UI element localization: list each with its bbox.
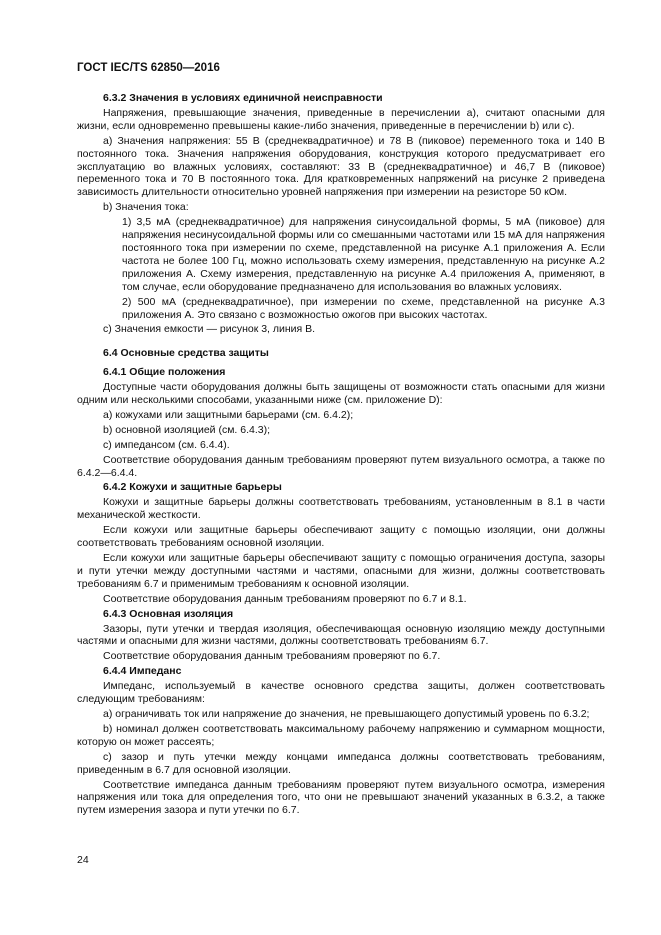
list-item: b) Значения тока: (103, 201, 189, 214)
heading-6-4-3: 6.4.3 Основная изоляция (103, 607, 234, 620)
paragraph: Соответствие оборудования данным требованиям проверяют путем визуального осмотра, а также по 6.4.2—6.4.4. (77, 453, 605, 479)
paragraph: Соответствие импеданса данным требованиям проверяют путем визуального осмотра, измерения напряжения или тока для определения того, что они не превышают значений указанных в 6.3.2, а также путем измерения зазора и пути утечки по 6.7. (77, 778, 605, 817)
paragraph: Напряжения, превышающие значения, приведенные в перечислении а), считают опасными для жизни, если одновременно превышены какие-либо значения, приведенные в перечислении b) или с). (77, 106, 605, 132)
paragraph: Зазоры, пути утечки и твердая изоляция, обеспечивающая основную изоляцию между доступными частями и опасными для жизни частями, должны соответствовать требованиям 6.7. (77, 622, 605, 648)
page-number: 24 (77, 854, 89, 866)
paragraph: а) ограничивать ток или напряжение до значения, не превышающего допустимый уровень по 6.3.2; (103, 707, 590, 720)
heading-6-4-2: 6.4.2 Кожухи и защитные барьеры (103, 481, 282, 494)
list-item: b) основной изоляцией (см. 6.4.3); (103, 423, 271, 436)
heading-6-4-4: 6.4.4 Импеданс (103, 665, 182, 678)
paragraph: b) номинал должен соответствовать максимальному рабочему напряжению и суммарном мощности, которую он может рассеять; (77, 722, 605, 748)
list-item: а) кожухами или защитными барьерами (см. 6.4.2); (103, 408, 354, 421)
document-body (77, 92, 605, 819)
list-item: с) импедансом (см. 6.4.4). (103, 438, 230, 451)
list-item: с) Значения емкости — рисунок 3, линия В. (103, 323, 316, 336)
heading-6-4-1: 6.4.1 Общие положения (103, 366, 226, 379)
paragraph: Если кожухи или защитные барьеры обеспечивают защиту с помощью ограничения доступа, зазоры и пути утечки между доступными частями и частями, опасными для жизни, должны соответствовать требованиям 6.7 и применимым требованиям к основной изоляции. (77, 552, 605, 590)
list-item: 1) 3,5 мА (среднеквадратичное) для напряжения синусоидальной формы, 5 мА (пиковое) для напряжения несинусоидальной формы или со смешанными частотами или 15 мА для напряжения постоянного тока при измерении по схеме, представленной на рисунке А.1 приложения А. Если частота не более 100 Гц, можно использовать схему измерения, представленную на рисунке А.2 приложения А. Схему измерения, представленную на рисунке А.4 приложения А, применяют, в том случае, если оборудование предназначено для использования во влажных условиях. (122, 216, 605, 293)
paragraph: Если кожухи или защитные барьеры обеспечивают защиту с помощью изоляции, они должны соответствовать требованиям основной изоляции. (77, 524, 605, 550)
heading-6-3-2: 6.3.2 Значения в условиях единичной неисправности (103, 92, 383, 104)
list-item: 2) 500 мА (среднеквадратичное), при измерении по схеме, представленной на рисунке А.3 приложения А. Это связано с возможностью ожогов при высоких частотах. (122, 295, 605, 321)
paragraph: Соответствие оборудования данным требованиям проверяют по 6.7. (103, 650, 441, 663)
paragraph: а) Значения напряжения: 55 В (среднеквадратичное) и 78 В (пиковое) переменного тока и 140 В постоянного тока. Значения напряжения оборудования, конструкция которого предусматривает его эксплуатацию во влажных условиях, составляют: 33 В (среднеквадратичное) и 46,7 В (пиковое) переменного тока и 70 В постоянного тока. Для кратковременных напряжений на рисунке 2 приведена зависимость длительности относительно уровней напряжения при измерении на резисторе 50 кОм. (77, 134, 605, 199)
paragraph: с) зазор и путь утечки между концами импеданса должны соответствовать требованиям, приведенным в 6.7 для основной изоляции. (77, 750, 605, 776)
paragraph: Кожухи и защитные барьеры должны соответствовать требованиям, установленным в 8.1 в части механической жесткости. (77, 496, 605, 522)
document-header: ГОСТ IEC/TS 62850—2016 (77, 62, 220, 74)
paragraph: Импеданс, используемый в качестве основного средства защиты, должен соответствовать следующим требованиям: (77, 680, 605, 706)
paragraph: Соответствие оборудования данным требованиям проверяют по 6.7 и 8.1. (103, 592, 467, 605)
heading-6-4: 6.4 Основные средства защиты (103, 347, 269, 360)
paragraph: Доступные части оборудования должны быть защищены от возможности стать опасными для жизни одним или несколькими способами, указанными ниже (см. приложение D): (77, 381, 605, 407)
